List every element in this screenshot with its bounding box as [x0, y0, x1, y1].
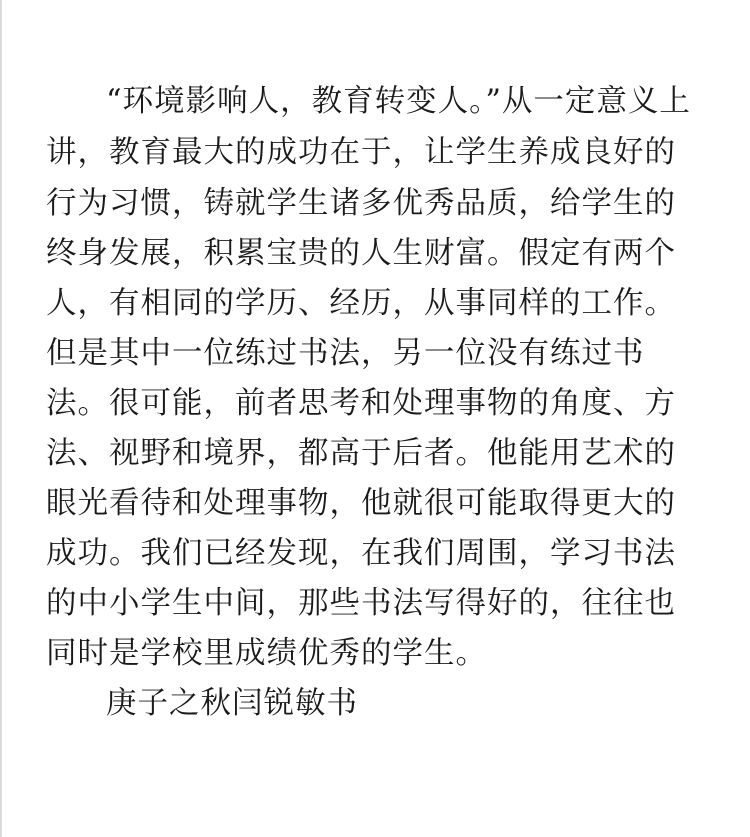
text-line-12: 同时是学校里成绩优秀的学生。 [46, 636, 487, 671]
text-line-1: “环境影响人，教育转变人。”从一定意义上 [106, 84, 691, 119]
text-line-7: 法。很可能，前者思考和处理事物的角度、方 [46, 386, 676, 421]
text-line-4: 终身发展，积累宝贵的人生财富。假定有两个 [46, 236, 676, 271]
text-line-6: 但是其中一位练过书法，另一位没有练过书 [46, 336, 645, 371]
signature: 庚子之秋闫锐敏书 [106, 686, 358, 721]
text-line-3: 行为习惯，铸就学生诸多优秀品质，给学生的 [46, 186, 676, 221]
text-line-2: 讲，教育最大的成功在于，让学生养成良好的 [46, 135, 676, 170]
page-edge [0, 0, 2, 837]
text-line-5: 人，有相同的学历、经历，从事同样的工作。 [46, 286, 676, 321]
text-line-10: 成功。我们已经发现，在我们周围，学习书法 [46, 536, 676, 571]
text-line-11: 的中小学生中间，那些书法写得好的，往往也 [46, 586, 676, 621]
text-line-9: 眼光看待和处理事物，他就很可能取得更大的 [46, 486, 676, 521]
text-line-8: 法、视野和境界，都高于后者。他能用艺术的 [46, 436, 676, 471]
